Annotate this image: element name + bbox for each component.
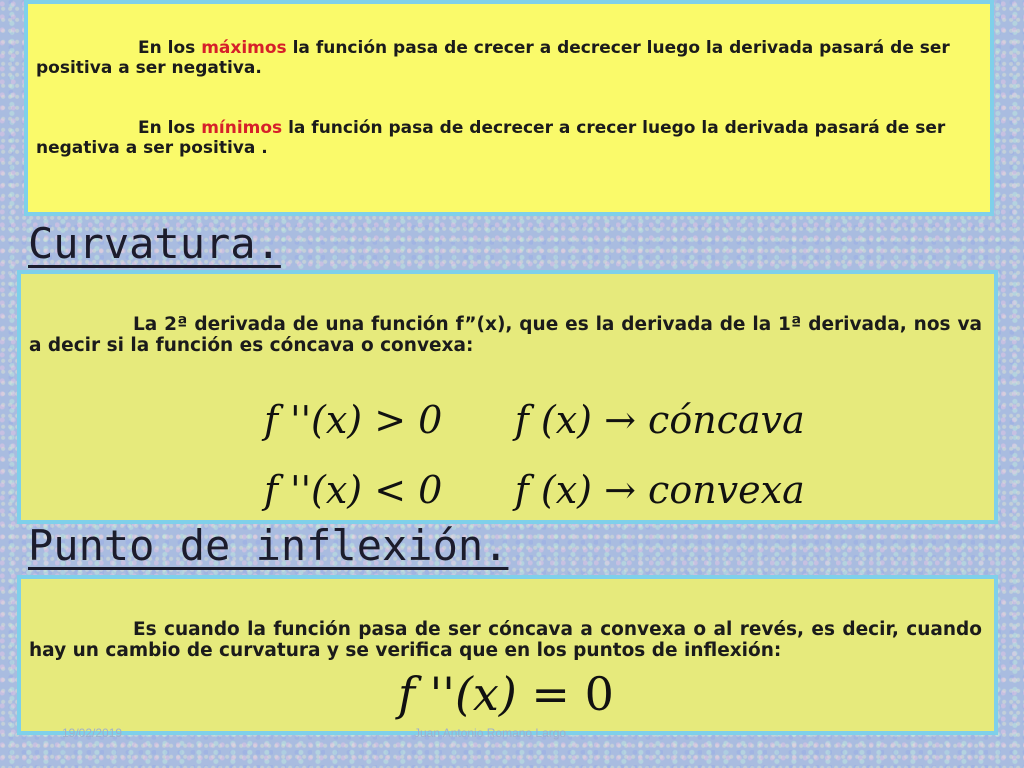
curvatura-heading: Curvatura. bbox=[28, 219, 281, 268]
concave-condition-equation bbox=[264, 398, 805, 442]
eq3-rhs: = 0 bbox=[531, 667, 614, 721]
minima-highlight: mínimos bbox=[201, 118, 283, 138]
eq3-lhs: f ''(x) bbox=[398, 667, 517, 721]
maxima-text-end: la función pasa de crecer a decrecer luego la derivada pasará de ser positiva a ser negativa. bbox=[36, 38, 950, 78]
inflexion-equation bbox=[398, 668, 614, 720]
eq2-lhs: f ''(x) < 0 bbox=[264, 468, 443, 512]
footer-author: Juan Antonio Romano Largo bbox=[414, 726, 567, 740]
arrow-icon: → bbox=[604, 398, 636, 442]
minima-text-end: la función pasa de decrecer a crecer luego la derivada pasará de ser negativa a ser positiva . bbox=[36, 118, 946, 158]
eq2-function: f (x) bbox=[514, 468, 593, 512]
maxima-text-start: En los bbox=[138, 38, 202, 58]
convex-condition-equation bbox=[264, 468, 805, 512]
minima-paragraph bbox=[36, 118, 978, 158]
inflexion-heading: Punto de inflexión. bbox=[28, 521, 509, 570]
footer-date: 19/02/2019 bbox=[62, 726, 123, 740]
eq1-function: f (x) bbox=[514, 398, 593, 442]
maxima-highlight: máximos bbox=[201, 38, 287, 58]
minima-text-start: En los bbox=[138, 118, 202, 138]
curvatura-paragraph: La 2ª derivada de una función f”(x), que es la derivada de la 1ª derivada, nos va a decir si la función es cóncava o convexa: bbox=[29, 314, 982, 356]
eq2-result: convexa bbox=[648, 468, 805, 512]
arrow-icon: → bbox=[604, 468, 636, 512]
eq1-result: cóncava bbox=[648, 398, 805, 442]
eq1-lhs: f ''(x) > 0 bbox=[264, 398, 443, 442]
inflexion-paragraph: Es cuando la función pasa de ser cóncava a convexa o al revés, es decir, cuando hay un cambio de curvatura y se verifica que en los puntos de inflexión: bbox=[29, 619, 982, 661]
maxima-minima-box bbox=[24, 0, 994, 216]
maxima-paragraph bbox=[36, 38, 978, 78]
